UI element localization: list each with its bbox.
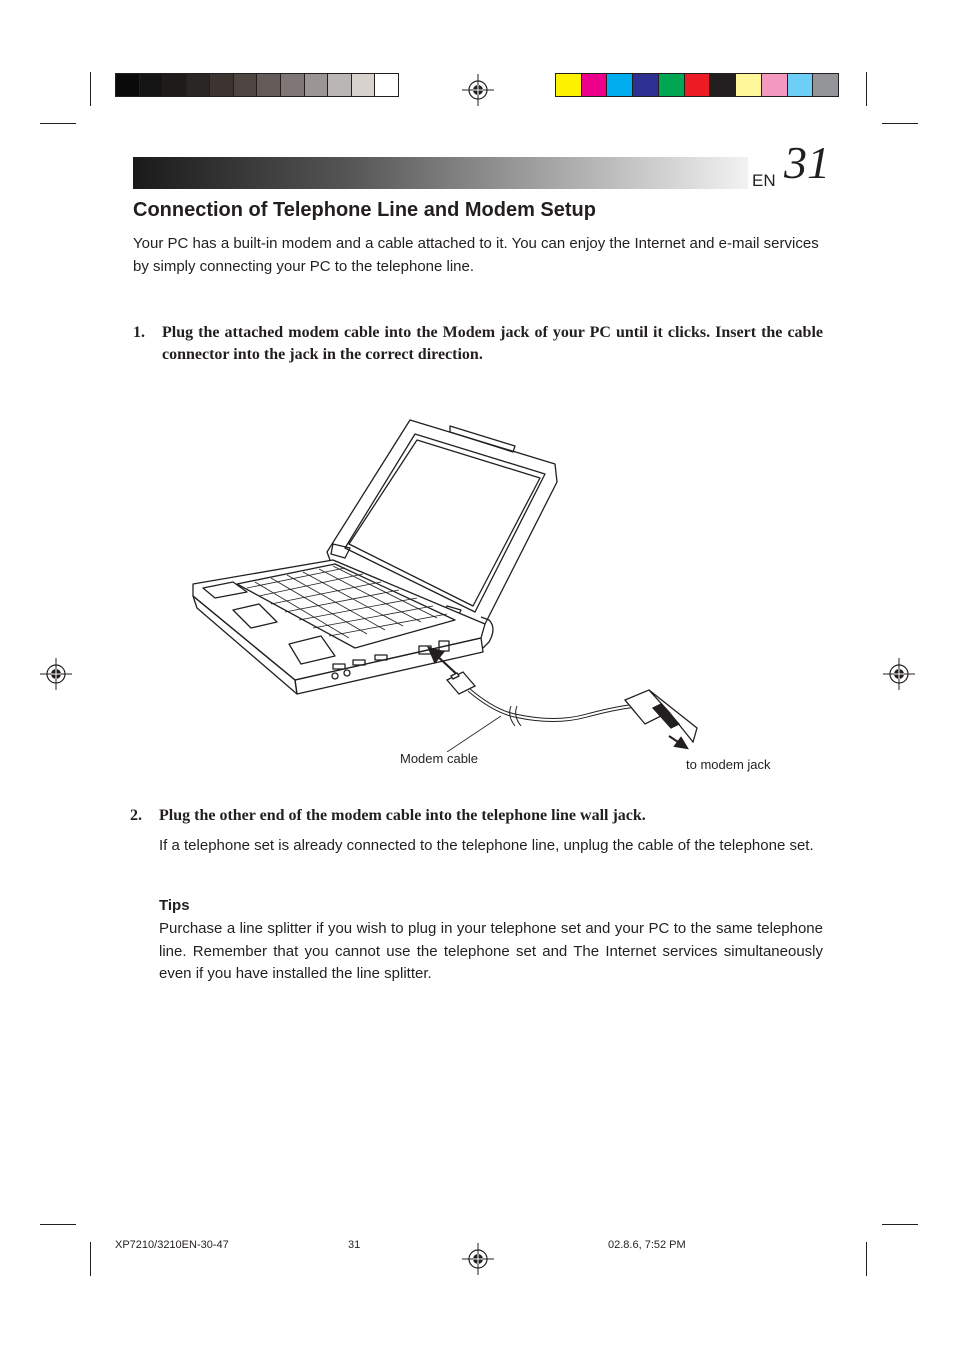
gray-swatch [305,74,329,96]
step-1-text: Plug the attached modem cable into the Modem jack of your PC until it clicks. Insert the cable connector into the jack in the correct direction. [162,324,823,363]
step-2-detail: If a telephone set is already connected to the telephone line, unplug the cable of the telephone set. [159,837,814,854]
page-language-label: EN [752,171,776,190]
gray-swatch [281,74,305,96]
section-title: Connection of Telephone Line and Modem Setup [133,199,596,221]
crop-mark-top-right-v [866,72,867,106]
color-swatch [762,74,788,96]
color-swatch [788,74,814,96]
footer-doc-code: XP7210/3210EN-30-47 [115,1239,229,1251]
color-swatch [633,74,659,96]
color-swatch [556,74,582,96]
gray-swatch [328,74,352,96]
color-swatch [710,74,736,96]
gray-swatch [234,74,258,96]
grayscale-calibration-bar [115,73,399,97]
step-2-text: Plug the other end of the modem cable into the telephone line wall jack. [159,807,646,824]
crop-mark-top-right-h [882,123,918,124]
modem-cable-label: Modem cable [400,751,479,766]
gray-swatch [140,74,164,96]
intro-paragraph: Your PC has a built-in modem and a cable attached to it. You can enjoy the Internet and e-mail services by simply connecting your PC to the telephone line. [133,235,819,275]
step-1-number: 1. [133,324,145,341]
footer-page-number: 31 [348,1239,361,1251]
registration-mark-top [462,74,494,106]
page-number: 31 [784,137,830,188]
color-swatch [582,74,608,96]
registration-mark-left [40,658,72,690]
gray-swatch [375,74,398,96]
gray-swatch [257,74,281,96]
gray-swatch [187,74,211,96]
registration-mark-right [883,658,915,690]
color-swatch [736,74,762,96]
gray-swatch [116,74,140,96]
gray-swatch [210,74,234,96]
laptop-modem-illustration [185,412,725,752]
crop-mark-bottom-left-v [90,1242,91,1276]
step-2-number: 2. [130,807,142,824]
modem-jack-label: to modem jack [686,757,771,772]
crop-mark-bottom-left-h [40,1224,76,1225]
crop-mark-top-left-v [90,72,91,106]
header-gradient-band [133,157,748,189]
registration-mark-bottom [462,1243,494,1275]
tips-text: Purchase a line splitter if you wish to plug in your telephone set and your PC to the same telephone line. Remember that you cannot use the telephone set and The Internet services simultaneously even if you have installed the line splitter. [159,920,823,982]
footer-timestamp: 02.8.6, 7:52 PM [608,1239,686,1251]
gray-swatch [163,74,187,96]
color-swatch [813,74,838,96]
color-swatch [659,74,685,96]
tips-heading: Tips [159,897,190,914]
gray-swatch [352,74,376,96]
crop-mark-top-left-h [40,123,76,124]
color-calibration-bar [555,73,839,97]
color-swatch [685,74,711,96]
crop-mark-bottom-right-v [866,1242,867,1276]
color-swatch [607,74,633,96]
crop-mark-bottom-right-h [882,1224,918,1225]
